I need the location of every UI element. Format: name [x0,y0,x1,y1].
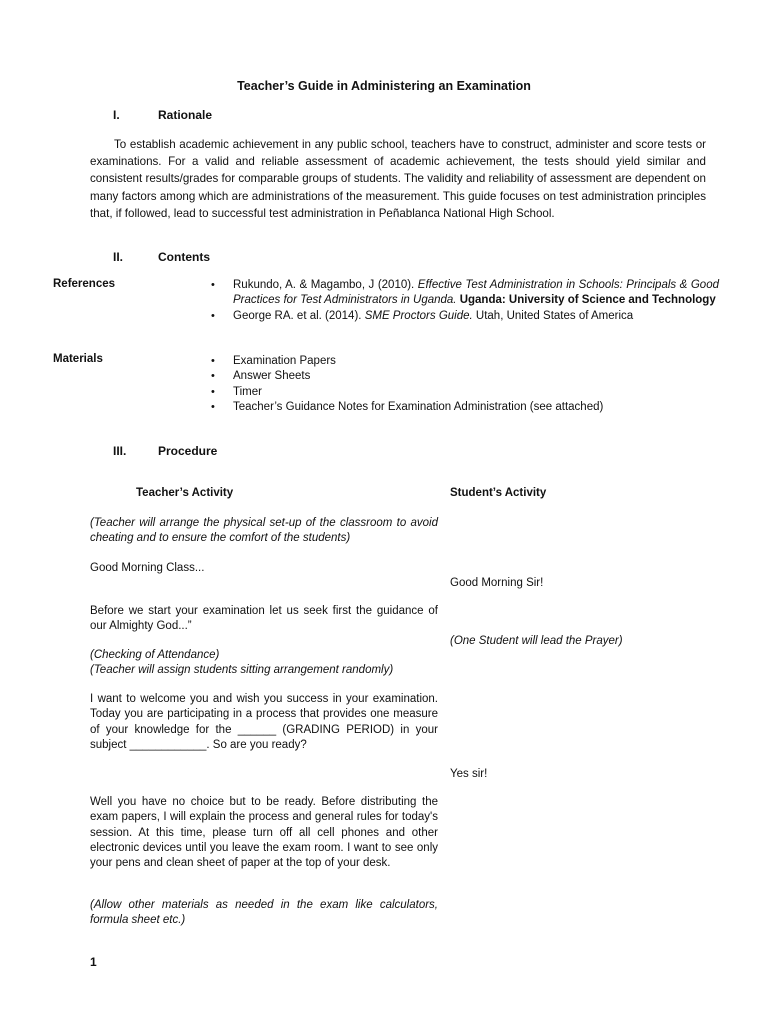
page-number: 1 [90,955,97,969]
material-text: Answer Sheets [233,370,311,383]
teacher-activity-heading: Teacher’s Activity [136,487,234,499]
teacher-activity-materials-note: (Allow other materials as needed in the exam like calculators, formula sheet etc.) [90,899,438,927]
section-number-2: II. [113,250,124,264]
material-item [211,400,719,415]
material-item [211,385,719,400]
materials-label: Materials [53,353,103,365]
bullet-icon: • [211,279,215,291]
student-activity-ready: Yes sir! [450,768,488,780]
section-title-procedure: Procedure [158,444,218,458]
teacher-activity-prayer: Before we start your examination let us seek first the guidance of our Almighty God...” [90,605,438,633]
reference-publisher: Utah, United States of America [472,309,634,322]
bullet-icon: • [211,401,215,414]
section-title-rationale: Rationale [158,108,213,122]
material-item [211,354,719,369]
reference-publisher: Uganda: University of Science and Technology [456,294,716,307]
material-item [211,369,719,384]
reference-authors: Rukundo, A. & Magambo, J (2010). [233,279,418,291]
bullet-icon: • [211,355,215,367]
student-activity-heading: Student’s Activity [450,487,547,499]
material-text: Timer [233,385,262,398]
references-label: References [53,278,116,290]
material-text: Examination Papers [233,355,336,367]
reference-work: SME Proctors Guide. [364,309,473,322]
reference-work: Effective Test Administration in Schools: Principals & Good Practices for Test Administrators in Uganda. [233,279,719,307]
bullet-icon: • [211,309,215,322]
teacher-activity-seating: (Teacher will assign students sitting arrangement randomly) [90,664,394,676]
bullet-icon: • [211,385,215,398]
teacher-activity-greeting: Good Morning Class... [90,562,205,574]
teacher-activity-setup: (Teacher will arrange the physical set-up of the classroom to avoid cheating and to ensure the comfort of the students) [90,517,438,545]
section-number-1: I. [113,108,120,122]
section-number-3: III. [113,444,127,458]
teacher-activity-rules: Well you have no choice but to be ready. Before distributing the exam papers, I will explain the process and general rules for today's session. At this time, please turn off all cell phones and other electronic devices until you leave the exam room. I want to see only your pens and clean sheet of paper at the top of your desk. [90,796,438,870]
reference-item [211,309,719,324]
reference-authors: George RA. et al. (2014). [233,309,365,322]
references-list [211,278,719,324]
rationale-paragraph: To establish academic achievement in any public school, teachers have to construct, administer and score tests or examinations. For a valid and reliable assessment of academic achievement, the tests should yield similar and consistent results/grades for comparable groups of students. The validity and reliability of assessment are dependent on many factors among which are administrations of the measurement. This guide focuses on test administration principles that, if followed, lead to successful test administration in Peñablanca National High School. [90,138,706,220]
section-title-contents: Contents [158,250,210,264]
teacher-activity-attendance: (Checking of Attendance) [90,649,220,661]
bullet-icon: • [211,370,215,383]
reference-item [211,278,719,309]
student-activity-prayer: (One Student will lead the Prayer) [450,635,623,647]
material-text: Teacher’s Guidance Notes for Examination Administration (see attached) [233,401,604,414]
student-activity-greeting: Good Morning Sir! [450,577,544,589]
document-title: Teacher’s Guide in Administering an Examination [237,79,531,93]
teacher-activity-welcome: I want to welcome you and wish you success in your examination. Today you are participating in a process that provides one measure of your knowledge for the ______ (GRADING PERIOD) in your subject ____________. So are you ready? [90,693,438,751]
materials-list [211,354,719,416]
